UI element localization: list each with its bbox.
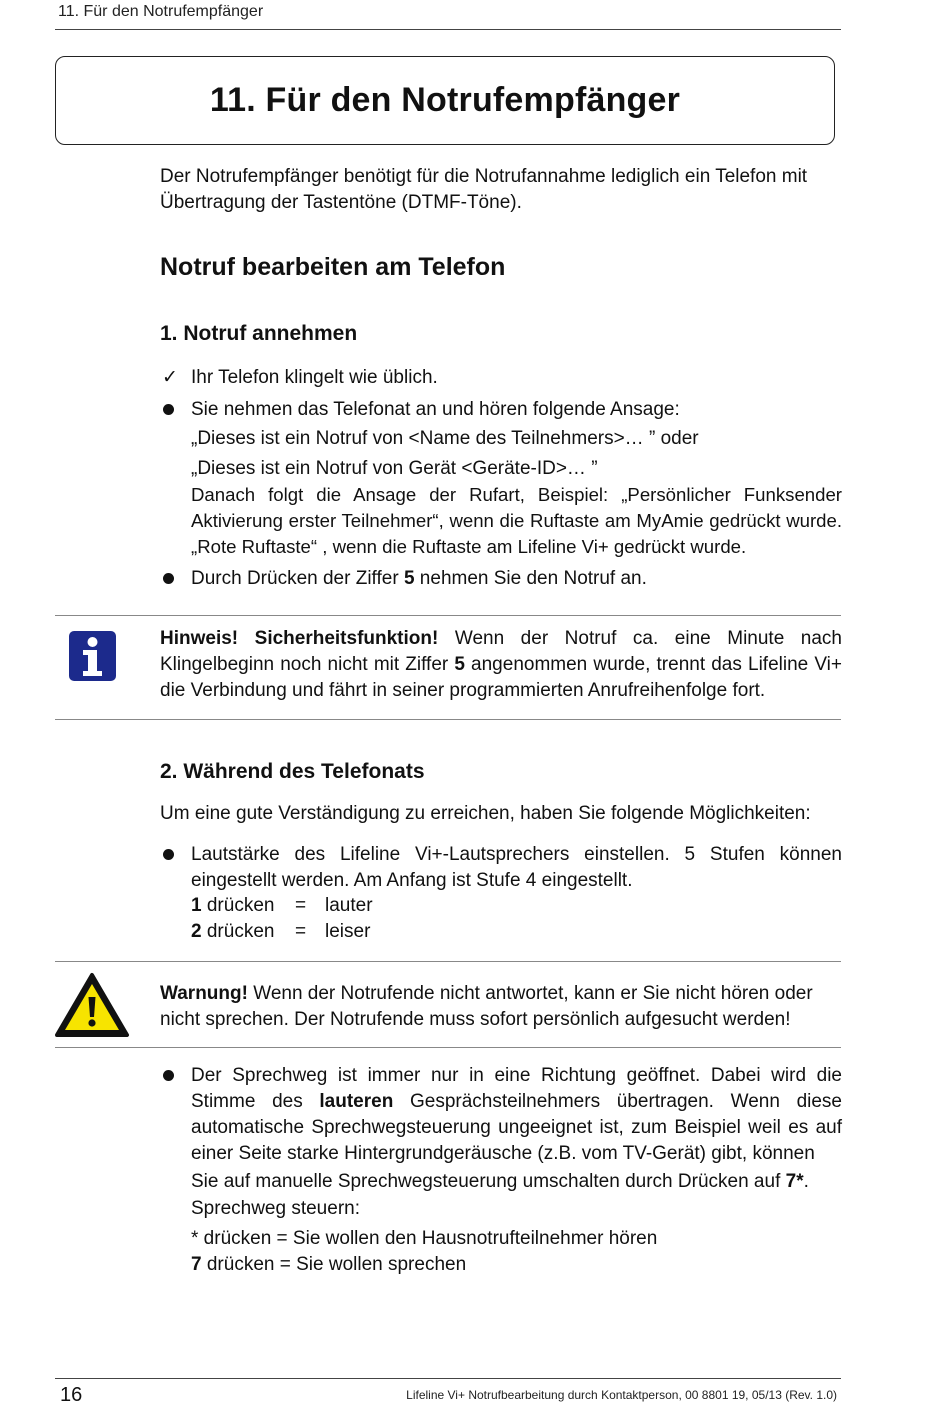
speech-path-paragraph [191, 1063, 842, 1167]
speech-option-2 [191, 1252, 842, 1278]
warning-note-label: Warnung! [160, 983, 248, 1004]
speech-path-text: Der Sprechweg ist immer nur in eine Richtung geöffnet. Dabei wird die Stimme des [191, 1065, 842, 1112]
speech-path-key: 7* [785, 1171, 804, 1192]
info-note-label: Hinweis! Sicherheitsfunktion! [160, 628, 439, 649]
bullet1-paragraph: Danach folgt die Ansage der Rufart, Beispiel: „Persönlicher Funksender Aktivierung erster Teilnehmer“, wenn die Ruftaste am MyAmie gedrückt wurde. „Rote Ruftaste“ , wenn die Ruftaste am Lifeline Vi+ gedrückt wurde. [191, 484, 842, 557]
intro-paragraph: Der Notrufempfänger benötigt für die Notrufannahme lediglich ein Telefon mit Übertragung der Tastentöne (DTMF-Töne). [160, 166, 808, 213]
check-item: Ihr Telefon klingelt wie üblich. [191, 367, 438, 388]
volume-key-row [191, 893, 373, 919]
equals-sign: = [295, 921, 307, 942]
check-icon: ✓ [162, 367, 178, 388]
step2-intro: Um eine gute Verständigung zu erreichen, haben Sie folgende Möglichkeiten: [160, 803, 811, 824]
step1-heading: 1. Notruf annehmen [160, 322, 358, 345]
speech-path-bold: lauteren [319, 1091, 394, 1112]
speech-option-text: drücken = Sie wollen den Hausnotrufteilnehmer hören [198, 1228, 658, 1249]
footer-text: Lifeline Vi+ Notrufbearbeitung durch Kontaktperson, 00 8801 19, 05/13 (Rev. 1.0) [406, 1388, 837, 1402]
bullet2 [191, 566, 842, 592]
volume-key: 2 [191, 921, 202, 942]
bullet-icon [163, 573, 174, 584]
speech-path-line6: Sprechweg steuern: [191, 1198, 360, 1219]
warning-rule-top [55, 961, 841, 962]
volume-key-label [191, 893, 295, 919]
warning-note-body: Wenn der Notrufende nicht antwortet, kann er Sie nicht hören oder nicht sprechen. Der Notrufende muss sofort persönlich aufgesucht werden! [160, 983, 813, 1030]
volume-key-row [191, 919, 370, 945]
bullet-icon [163, 404, 174, 415]
bullet2-text: Durch Drücken der Ziffer [191, 568, 404, 589]
info-rule-top [55, 615, 841, 616]
step2-bullet1: Lautstärke des Lifeline Vi+-Lautsprechers einstellen. 5 Stufen können eingestellt werden. Am Anfang ist Stufe 4 eingestellt. [191, 844, 842, 891]
bullet-icon [163, 1070, 174, 1081]
header-rule [55, 29, 841, 30]
info-note-text [160, 626, 842, 704]
info-note-key: 5 [454, 654, 465, 675]
info-rule-bottom [55, 719, 841, 720]
bullet1-line1: Sie nehmen das Telefonat an und hören folgende Ansage: [191, 399, 680, 420]
chapter-title: 11. Für den Notrufempfänger [209, 81, 681, 119]
footer-rule [55, 1378, 841, 1379]
volume-key-action: drücken [206, 895, 275, 916]
volume-key: 1 [191, 895, 202, 916]
speech-option-text: drücken = Sie wollen sprechen [201, 1254, 467, 1275]
equals-sign: = [295, 895, 307, 916]
speech-option-key: 7 [191, 1254, 202, 1275]
volume-result: lauter [325, 895, 373, 916]
bullet1-line2: „Dieses ist ein Notruf von <Name des Teilnehmers>… ” oder [191, 428, 699, 449]
step2-heading: 2. Während des Telefonats [160, 760, 425, 783]
speech-path-line5-end: . [803, 1171, 809, 1192]
chapter-title-box [55, 56, 835, 145]
volume-result: leiser [325, 921, 371, 942]
page-number: 16 [60, 1384, 83, 1406]
bullet2-key: 5 [403, 568, 415, 589]
volume-key-action: drücken [206, 921, 275, 942]
speech-path-text-end: Gesprächsteilnehmers übertragen. Wenn diese automatische Sprechwegsteuerung ungeeignet ist, zum Beispiel weil es auf einer Seite starke Hintergrundgeräusche (z.B. vom TV-Gerät) gibt, können [191, 1091, 842, 1164]
bullet2-text-end: nehmen Sie den Notruf an. [414, 568, 647, 589]
running-header: 11. Für den Notrufempfänger [58, 3, 264, 20]
speech-path-line5 [191, 1169, 842, 1195]
volume-key-label [191, 919, 295, 945]
bullet-icon [163, 849, 174, 860]
warning-rule-bottom [55, 1047, 841, 1048]
speech-path-line5-text: Sie auf manuelle Sprechwegsteuerung umschalten durch Drücken auf [191, 1171, 786, 1192]
warning-note-text [160, 981, 842, 1033]
speech-option-key: * [191, 1228, 199, 1249]
info-note-body-end: angenommen wurde, trennt das Lifeline Vi+ die Verbindung und fährt in seiner programmierten Anrufreihenfolge fort. [160, 654, 842, 701]
warning-icon [54, 972, 130, 1039]
speech-option-1 [191, 1226, 842, 1252]
section-heading: Notruf bearbeiten am Telefon [160, 253, 506, 281]
bullet1-line3: „Dieses ist ein Notruf von Gerät <Geräte-ID>… ” [191, 458, 598, 479]
info-icon [69, 631, 116, 681]
info-note-body: Wenn der Notruf ca. eine Minute nach Klingelbeginn noch nicht mit Ziffer [160, 628, 842, 675]
